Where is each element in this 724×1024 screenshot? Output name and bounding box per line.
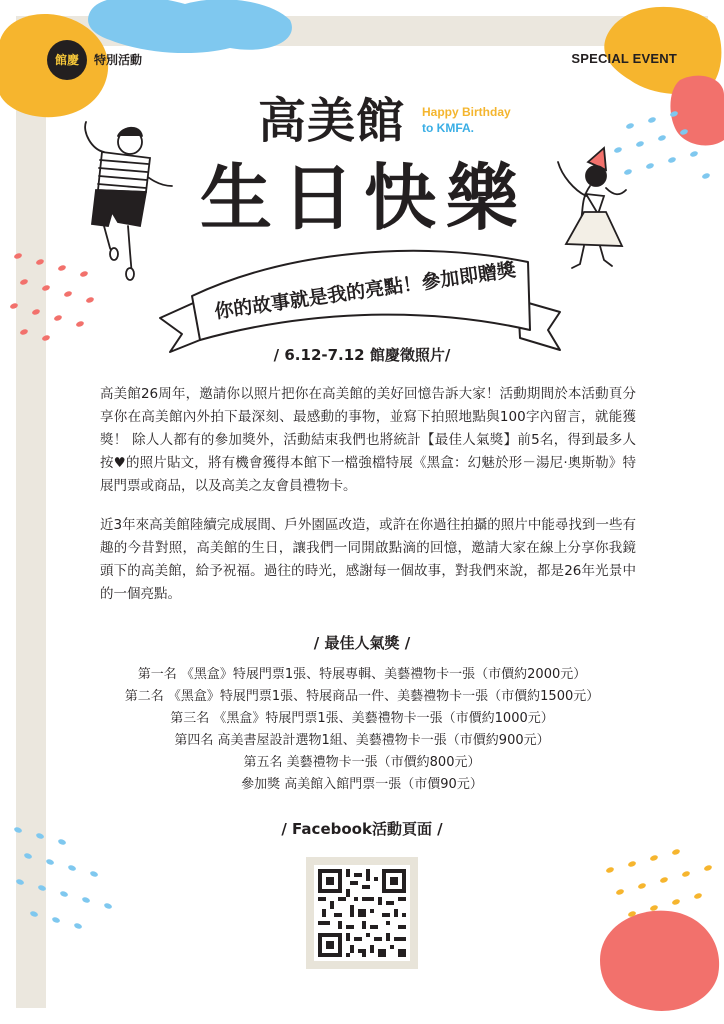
coral-blob-top-right: [670, 76, 724, 146]
prize-item: 第五名 美藝禮物卡一張（市價約800元）: [243, 755, 481, 770]
special-event-label: SPECIAL EVENT: [571, 51, 677, 66]
qr-code-frame[interactable]: [306, 857, 418, 969]
anniversary-badge: 館慶: [47, 40, 87, 80]
event-heading: / 6.12-7.12 館慶徵照片/: [273, 346, 451, 364]
prize-item: 第三名 《黑盒》特展門票1張、美藝禮物卡一張（市價約1000元）: [170, 711, 554, 726]
prize-item: 第二名 《黑盒》特展門票1張、特展商品一件、美藝禮物卡一張（市價約1500元）: [124, 689, 600, 704]
prize-item: 參加獎 高美館入館門票一張（市價90元）: [241, 777, 483, 792]
ribbon-text: 你的故事就是我的亮點！參加即贈獎: [213, 258, 518, 324]
english-title: [422, 104, 511, 136]
coral-dots-left: [9, 252, 94, 341]
blue-blob-top: [88, 0, 292, 53]
english-title-line1: Happy Birthday: [422, 105, 511, 119]
qr-code-icon[interactable]: [314, 865, 410, 961]
blue-dots-bottom-left: [13, 826, 112, 929]
special-activity-label: 特別活動: [94, 53, 143, 67]
girl-illustration: [558, 148, 626, 268]
prizes-heading: / 最佳人氣獎 /: [313, 634, 411, 652]
prize-item: 第一名 《黑盒》特展門票1張、特展專輯、美藝禮物卡一張（市價約2000元）: [137, 667, 587, 682]
birthday-title: 生日快樂: [200, 156, 529, 240]
prize-item: 第四名 高美書屋設計選物1組、美藝禮物卡一張（市價約900元）: [174, 733, 550, 748]
facebook-heading: / Facebook活動頁面 /: [281, 820, 443, 838]
prize-list: [0, 664, 724, 796]
yellow-dots-bottom-right: [605, 848, 712, 917]
english-title-line2: to KMFA.: [422, 121, 474, 135]
coral-blob-bottom-right: [600, 911, 719, 1011]
museum-title: 高美館: [258, 93, 406, 149]
boy-illustration: [85, 122, 172, 280]
event-paragraph-1: 高美館26周年，邀請你以照片把你在高美館的美好回憶告訴大家！活動期間於本活動頁分享你在高美館內外拍下最深刻、最感動的事物，並寫下拍照地點與100字內留言，就能獲獎！ 除人人都有的參加獎外，活動結束我們也將統計【最佳人氣獎】前5名，得到最多人按♥的照片貼文，將有機會獲得本館下一檔強檔特展《黑盒：幻魅於形－湯尼‧奧斯勒》特展門票或商品，以及高美之友會員禮物卡。: [100, 386, 636, 494]
event-paragraph-2: 近3年來高美館陸續完成展間、戶外園區改造，或許在你過往拍攝的照片中能尋找到一些有趣的今昔對照，高美館的生日，讓我們一同開啟點滴的回憶，邀請大家在線上分享你我鏡頭下的高美館，給予祝福。過往的時光，感謝每一個故事，對我們來說，都是26年光景中的一個亮點。: [100, 517, 636, 602]
